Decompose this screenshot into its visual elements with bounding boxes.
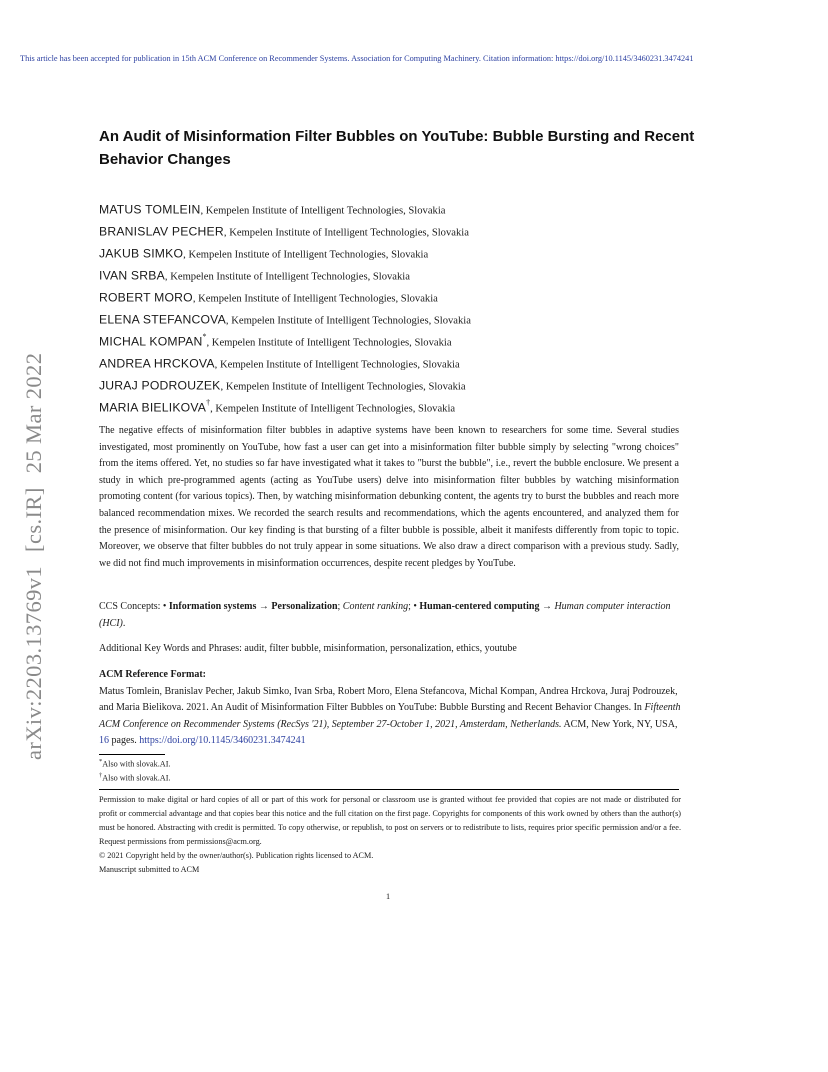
author-entry [99,306,719,328]
ccs-term: Human computer interaction (HCI) [99,601,671,629]
author-entry [99,262,719,284]
paper-title: An Audit of Misinformation Filter Bubbles on YouTube: Bubble Bursting and Recent Behavior Changes [99,128,695,168]
ccs-separator: ; [337,601,343,612]
arxiv-date: 25 Mar 2022 [21,352,46,474]
author-name: ANDREA HRCKOVA [99,356,215,371]
footnote-mark: * [99,758,103,765]
author-affiliation: , Kempelen Institute of Intelligent Technologies, Slovakia [192,293,438,305]
acm-reference-body [99,684,681,750]
author-affiliation: , Kempelen Institute of Intelligent Technologies, Slovakia [183,249,429,261]
ccs-concepts [99,599,679,632]
ccs-term: Personalization [271,601,338,612]
author-affiliation: , Kempelen Institute of Intelligent Technologies, Slovakia [225,315,471,327]
reference-text: pages. [109,735,140,747]
author-entry [99,240,719,262]
footnote-mark: † [99,771,103,779]
acm-reference-heading: ACM Reference Format: [99,669,206,680]
author-name: ROBERT MORO [99,290,193,305]
author-entry [99,350,719,372]
author-name: IVAN SRBA [99,268,165,283]
author-affiliation: , Kempelen Institute of Intelligent Technologies, Slovakia [223,227,469,239]
permission-block [99,793,681,877]
author-mark: † [206,398,211,407]
author-name: MICHAL KOMPAN [99,334,203,349]
author-name: BRANISLAV PECHER [99,224,224,239]
author-name: MARIA BIELIKOVA [99,400,207,415]
arxiv-category: [cs.IR] [21,487,46,552]
author-affiliation: , Kempelen Institute of Intelligent Technologies, Slovakia [164,271,410,283]
reference-text: ACM, New York, NY, USA, [561,718,678,730]
arxiv-id: arXiv:2203.13769v1 [21,565,46,760]
footnote-text: Also with slovak.AI. [102,773,171,783]
publication-banner[interactable]: This article has been accepted for publication in 15th ACM Conference on Recommender Systems. Association for Computing Machinery. Citation information: https://doi.org/10.1145/3460231.3474241 [20,54,694,63]
ccs-term: Human-centered computing [419,601,540,612]
author-entry [99,284,719,306]
arxiv-stamp [21,353,47,760]
author-affiliation: , Kempelen Institute of Intelligent Technologies, Slovakia [220,381,466,393]
manuscript-note: Manuscript submitted to ACM [99,865,200,874]
author-entry [99,196,719,218]
author-entry [99,218,719,240]
reference-text: Matus Tomlein, Branislav Pecher, Jakub Simko, Ivan Srba, Robert Moro, Elena Stefancova, Michal Kompan, Andrea Hrckova, Juraj Podrouzek, and Maria Bielikova. 2021. An Audit of Misinformation Filter Bubbles on YouTube: Bubble Bursting and Recent Behavior Changes. In [99,685,678,714]
author-affiliation: , Kempelen Institute of Intelligent Technologies, Slovakia [214,359,460,371]
doi-link[interactable]: https://doi.org/10.1145/3460231.3474241 [139,735,306,747]
author-affiliation: , Kempelen Institute of Intelligent Technologies, Slovakia [206,337,452,349]
author-name: JAKUB SIMKO [99,246,184,261]
footnote [99,756,170,770]
author-entry [99,372,719,394]
abstract: The negative effects of misinformation filter bubbles in adaptive systems have been known to researchers for some time. Several studies investigated, most prominently on YouTube, how fast a user can get into a misinformation filter bubble simply by selecting "wrong choices" from the items offered. Yet, no studies so far have investigated what it takes to "burst the bubble", i.e., revert the bubble enclosure. We present a study in which pre-programmed agents (acting as YouTube users) delve into misinformation filter bubbles by watching misinformation promoting content (for various topics). Then, by watching misinformation debunking content, the agents try to burst the bubbles and reach more balanced recommendation mixes. We recorded the search results and recommendations, which the agents encountered, and analyzed them for the presence of misinformation. Our key finding is that bursting of a filter bubble is possible, albeit it manifests differently from topic to topic. Moreover, we observe that filter bubbles do not truly appear in some situations. We also draw a direct comparison with a previous study. Sadly, we did not find much improvements in misinformation occurrences, despite recent pledges by YouTube. [99,425,679,569]
footnote-divider [99,754,165,755]
acm-reference [99,667,681,750]
ccs-arrow: → [539,601,555,612]
copyright-line: © 2021 Copyright held by the owner/author(s). Publication rights licensed to ACM. [99,851,374,860]
author-name: MATUS TOMLEIN [99,202,201,217]
ccs-end: . [122,617,126,629]
ccs-term: Information systems [168,601,257,612]
footnote [99,770,170,784]
author-entry [99,394,719,416]
author-affiliation: , Kempelen Institute of Intelligent Technologies, Slovakia [200,205,446,217]
footnote-text: Also with slovak.AI. [102,759,171,769]
permission-divider [99,789,679,790]
ccs-term: Content ranking [342,601,409,612]
ccs-label: CCS Concepts: • [99,601,169,612]
author-affiliation: , Kempelen Institute of Intelligent Technologies, Slovakia [210,403,456,415]
ccs-separator: ; • [408,601,420,612]
author-mark: * [202,332,207,341]
page-number: 1 [386,892,391,901]
ccs-arrow: → [256,601,272,612]
author-name: ELENA STEFANCOVA [99,312,226,327]
author-entry [99,328,719,350]
page-count-link[interactable]: 16 [99,735,109,747]
keywords: Additional Key Words and Phrases: audit, filter bubble, misinformation, personalization, ethics, youtube [99,643,517,654]
author-list [99,196,719,416]
author-name: JURAJ PODROUZEK [99,378,221,393]
reference-venue: Fifteenth ACM Conference on Recommender Systems (RecSys '21), September 27-October 1, 2021, Amsterdam, Netherlands. [99,702,681,730]
footnotes [99,756,170,783]
permission-notice: Permission to make digital or hard copies of all or part of this work for personal or classroom use is granted without fee provided that copies are not made or distributed for profit or commercial advantage and that copies bear this notice and the full citation on the first page. Copyrights for components of this work owned by others than the author(s) must be honored. Abstracting with credit is permitted. To copy otherwise, or republish, to post on servers or to redistribute to lists, requires prior specific permission and/or a fee. Request permissions from permissions@acm.org. [99,795,681,846]
